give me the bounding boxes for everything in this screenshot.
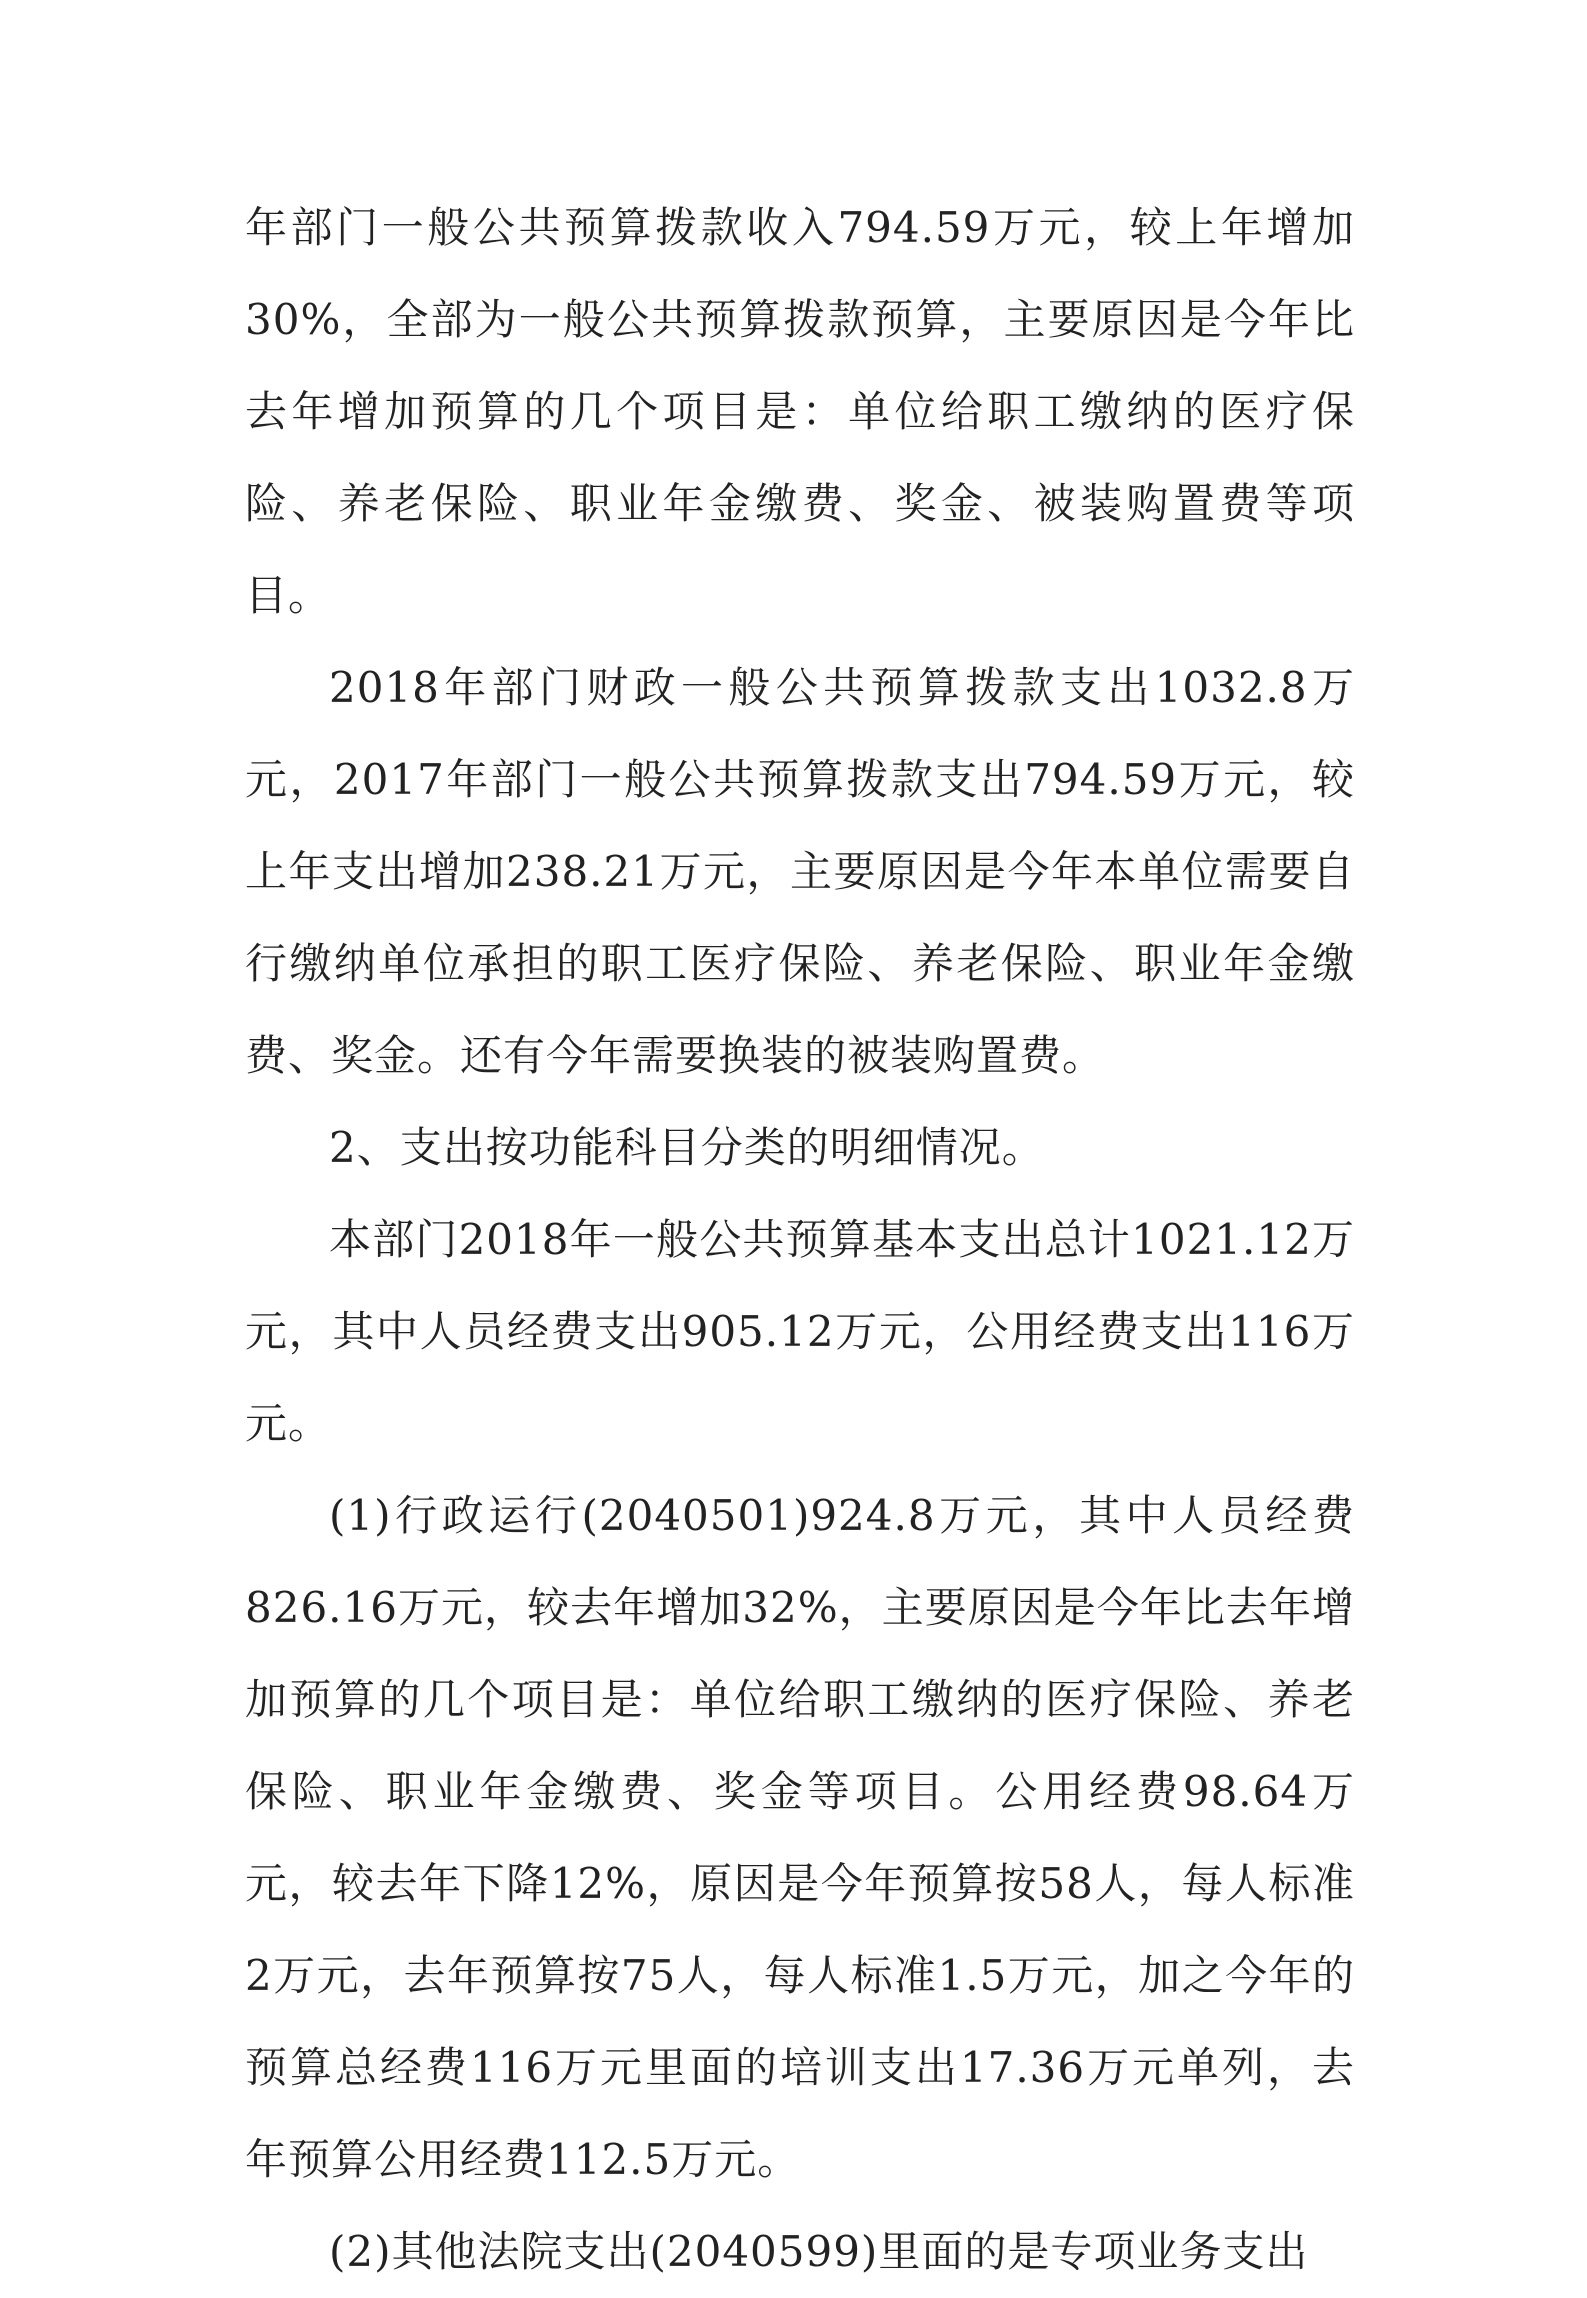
paragraph-administrative-operation: (1)行政运行(2040501)924.8万元，其中人员经费826.16万元，较去年增加32%，主要原因是今年比去年增加预算的几个项目是：单位给职工缴纳的医疗保险、养老保险、职业年金缴费、奖金等项目。公用经费98.64万元，较去年下降12%，原因是今年预算按58人，每人标准2万元，去年预算按75人，每人标准1.5万元，加之今年的预算总经费116万元里面的培训支出17.36万元单列，去年预算公用经费112.5万元。 <box>245 1491 1355 2184</box>
paragraph-budget-expenditure: 2018年部门财政一般公共预算拨款支出1032.8万元，2017年部门一般公共预算拨款支出794.59万元，较上年支出增加238.21万元，主要原因是今年本单位需要自行缴纳单位承担的职工医疗保险、养老保险、职业年金缴费、奖金。还有今年需要换装的被装购置费。 <box>245 663 1355 1080</box>
paragraph-basic-expenditure-total: 本部门2018年一般公共预算基本支出总计1021.12万元，其中人员经费支出905.12万元，公用经费支出116万元。 <box>245 1215 1355 1448</box>
paragraph-other-court-expenditure: (2)其他法院支出(2040599)里面的是专项业务支出 <box>329 2227 1309 2276</box>
paragraph-budget-income: 年部门一般公共预算拨款收入794.59万元，较上年增加30%，全部为一般公共预算拨款预算，主要原因是今年比去年增加预算的几个项目是：单位给职工缴纳的医疗保险、养老保险、职业年金缴费、奖金、被装购置费等项目。 <box>245 203 1355 620</box>
paragraph-section-heading: 2、支出按功能科目分类的明细情况。 <box>329 1123 1045 1172</box>
document-body <box>245 182 1355 2298</box>
